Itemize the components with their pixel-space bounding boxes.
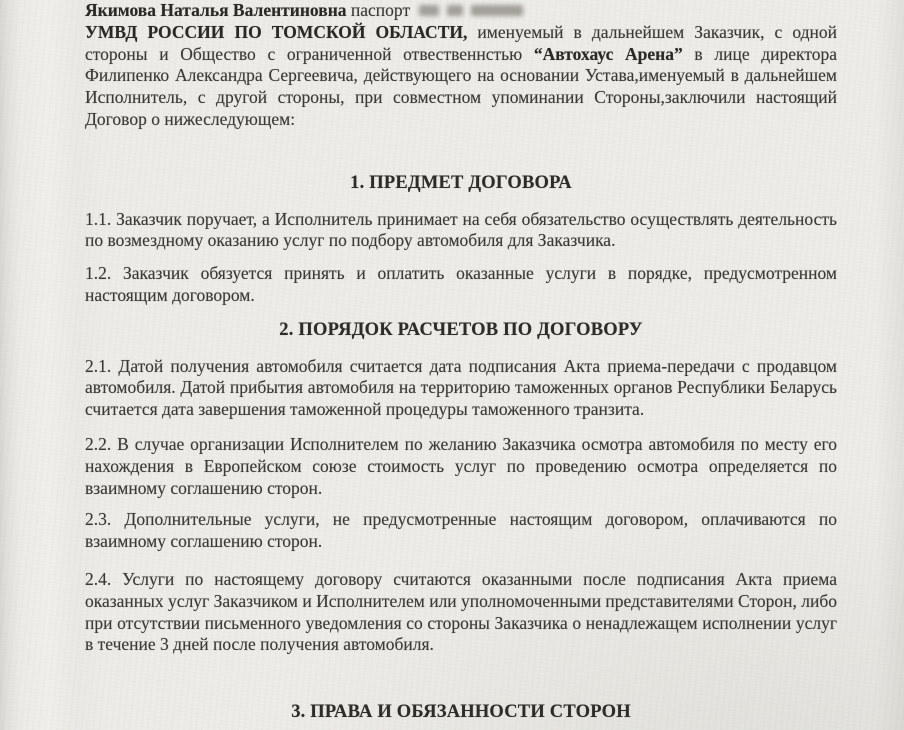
clause-2-2: 2.2. В случае организации Исполнителем по желанию Заказчика осмотра автомобиля по месту его нахождения в Европейском союзе стоимость услуг по проведению осмотра определяется по взаимному соглашению сторон. <box>85 433 837 498</box>
clause-2-4: 2.4. Услуги по настоящему договору считаются оказанными после подписания Акта приема оказанных услуг Заказчиком и Исполнителем или уполномоченными представителями Сторон, либо при отсутствии письменного уведомления со стороны Заказчика о ненадлежащем исполнении услуг в течение 3 дней после получения автомобиля. <box>85 568 838 655</box>
redacted-passport-number <box>419 0 523 22</box>
passport-label: паспорт <box>346 0 411 20</box>
clause-2-1: 2.1. Датой получения автомобиля считается дата подписания Акта приема-передачи с продавцом автомобиля. Датой прибытия автомобиля на территорию таможенных органов Республики Беларусь считается дата завершения таможенной процедуры таможенного транзита. <box>85 355 837 420</box>
passport-holder-name: Якимова Наталья Валентиновна <box>85 0 347 20</box>
section-2-heading: 2. ПОРЯДОК РАСЧЕТОВ ПО ДОГОВОРУ <box>279 319 643 340</box>
clause-1-1: 1.1. Заказчик поручает, а Исполнитель принимает на себя обязательство осуществлять деятельность по возмездному оказанию услуг по подбору автомобиля для Заказчика. <box>85 208 837 251</box>
clause-1-2: 1.2. Заказчик обязуется принять и оплатить оказанные услуги в порядке, предусмотренном настоящим договором. <box>85 263 837 305</box>
section-1-heading: 1. ПРЕДМЕТ ДОГОВОРА <box>350 172 572 193</box>
contract-text-column <box>85 0 837 724</box>
company-name: “Автохаус Арена” <box>533 43 683 64</box>
section-3-heading: 3. ПРАВА И ОБЯЗАННОСТИ СТОРОН <box>291 702 631 723</box>
issuer-name: УМВД РОССИИ ПО ТОМСКОЙ ОБЛАСТИ, <box>85 21 468 42</box>
intro-text-after-company: в лице директора Филипенко Александра Сергеевича, действующего на основании Устава,именуемый в дальнейшем Исполнитель, с другой стороны, при совместном упоминании Стороны,заключили настоящий Договор о нижеследующем: <box>85 43 837 129</box>
intro-text-after-issuer: именуемый в дальнейшем Заказчик, с одной стороны и Общество с ограниченной отвественнстью <box>85 21 837 64</box>
contract-intro-paragraph <box>85 0 837 131</box>
clause-2-3: 2.3. Дополнительные услуги, не предусмотренные настоящим договором, оплачиваются по взаимному соглашению сторон. <box>85 509 837 552</box>
